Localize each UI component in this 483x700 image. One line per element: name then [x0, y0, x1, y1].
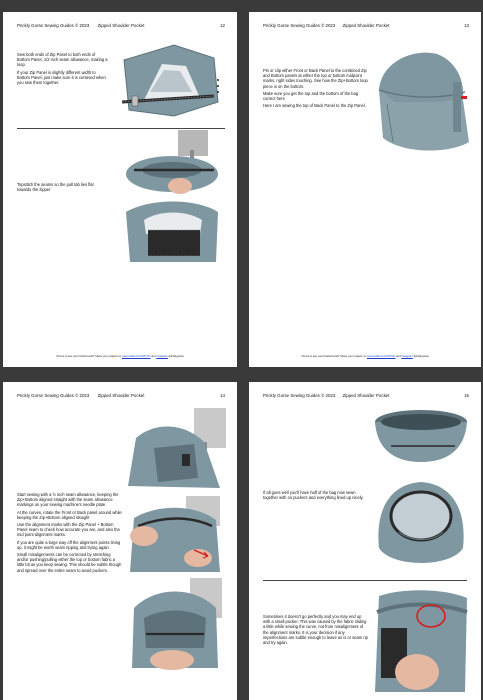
page-header [263, 393, 469, 401]
photo-topstitch-sewing [120, 130, 226, 198]
instruction-paragraph: Small misalignments can be corrected by stretching and/or pushing/pulling either the top or bottom fabric a little bit as you keep sewing. This should be subtle though and spread over the entire seam to avoid puckers. [17, 552, 122, 573]
instruction-paragraph: Topstitch the seams so the pull tab lies flat towards the zipper [17, 182, 94, 193]
photo-half-bag-open [371, 468, 471, 572]
page-header [17, 23, 225, 31]
footer-link-reddit[interactable]: www.reddit.com/r/MYOG [366, 355, 396, 358]
photo-rotate-curve [124, 496, 226, 576]
header-title: Prickly Gorse Sewing Guides © 2023 [263, 393, 336, 398]
instruction-paragraph: Use the alignment marks with the Zip Panel + Bottom Panel seam to check how accurate you are, and also the mid point alignment marks. [17, 522, 120, 538]
instruction-block [263, 614, 369, 647]
page-header [17, 393, 225, 401]
photo-pucker-closeup [373, 588, 469, 694]
photo-topstitched-result [120, 200, 226, 266]
footer-link-instagram[interactable]: Instagram [401, 355, 413, 358]
photo-alignment-marks [124, 578, 226, 678]
footer-prefix: I'd love to see your finished work! Share your projects on [301, 355, 367, 358]
instruction-paragraph: Here I am sewing the top of Back Panel to the Zip Panel. [263, 103, 366, 109]
instruction-block [263, 68, 369, 110]
page-number: 14 [220, 393, 225, 398]
instruction-paragraph: If all goes well you'll have half of the bag now sewn together with no puckers and everything lined up nicely. [263, 490, 364, 501]
page-14 [3, 382, 237, 700]
header-guide-name: Zipped Shoulder Pocket [342, 393, 390, 398]
header-title: Prickly Gorse Sewing Guides © 2023 [17, 393, 90, 398]
instruction-block [17, 52, 109, 87]
instruction-paragraph: If you are quite a large way off the alignment points lining up, it might be worth seam ripping and trying again. [17, 539, 121, 550]
instruction-block [17, 182, 109, 194]
header-title: Prickly Gorse Sewing Guides © 2023 [263, 23, 336, 28]
section-divider [17, 128, 225, 129]
instruction-block [263, 490, 369, 502]
header-title: Prickly Gorse Sewing Guides © 2023 [17, 23, 90, 28]
photo-pinned-panels [373, 42, 473, 158]
instruction-paragraph: Make sure you get the top and the bottom of the bag correct here [263, 90, 359, 102]
page-footer [3, 355, 237, 358]
photo-start-sewing [124, 408, 226, 494]
footer-link-instagram[interactable]: Instagram [156, 355, 168, 358]
page-15 [249, 382, 481, 700]
page-header [263, 23, 469, 31]
page-13 [249, 12, 481, 367]
photo-zip-panel-loop [114, 40, 224, 120]
footer-prefix: I'd love to see your finished work! Share your projects on [56, 355, 122, 358]
header-guide-name: Zipped Shoulder Pocket [342, 23, 390, 28]
page-number: 13 [464, 23, 469, 28]
footer-hashtag: #pricklygorse [168, 355, 184, 358]
instruction-paragraph: Start sewing with a ½ inch seam allowance, keeping the Zip+Bottom aligned straight with the seam allowance markings on your sewing machine's needle plate. [17, 492, 119, 508]
page-12 [3, 12, 237, 367]
footer-link-reddit[interactable]: www.reddit.com/r/MYOG [121, 355, 151, 358]
photo-half-bag-top [371, 406, 471, 466]
header-guide-name: Zipped Shoulder Pocket [97, 393, 145, 398]
page-footer [249, 355, 481, 358]
page-number: 12 [220, 23, 225, 28]
header-guide-name: Zipped Shoulder Pocket [97, 23, 145, 28]
page-number: 15 [464, 393, 469, 398]
footer-and: and [396, 355, 401, 358]
section-divider [263, 580, 467, 581]
instruction-paragraph: Pin or clip either Front or Back Panel to the combined Zip and Bottom panels at either the top or bottom midpoint marks, right sides touching. See how the Zip+Bottom loop piece is on the bottom. [263, 68, 368, 89]
instruction-paragraph: Sew both ends of Zip Panel to both ends of Bottom Panel, 1/2 inch seam allowance, making a loop. [17, 52, 108, 68]
footer-and: and [151, 355, 156, 358]
instruction-paragraph: At the curves, rotate the Front or Back panel around while keeping the Zip+Bottom aligned straight [17, 509, 122, 520]
instruction-block [17, 492, 123, 575]
footer-hashtag: #pricklygorse [413, 355, 429, 358]
instruction-paragraph: If your Zip Panel is slightly different width to Bottom Panel, just make sure it is centered when you sew them together. [17, 69, 106, 86]
instruction-paragraph: Sometimes it doesn't go perfectly and you may end up with a small pucker. This was caused by the fabric sliding a little while sewing the curve, not from misalignment of the alignment marks. It is your decision if any imperfections are subtle enough to leave as is or seam rip and try again. [263, 614, 368, 646]
